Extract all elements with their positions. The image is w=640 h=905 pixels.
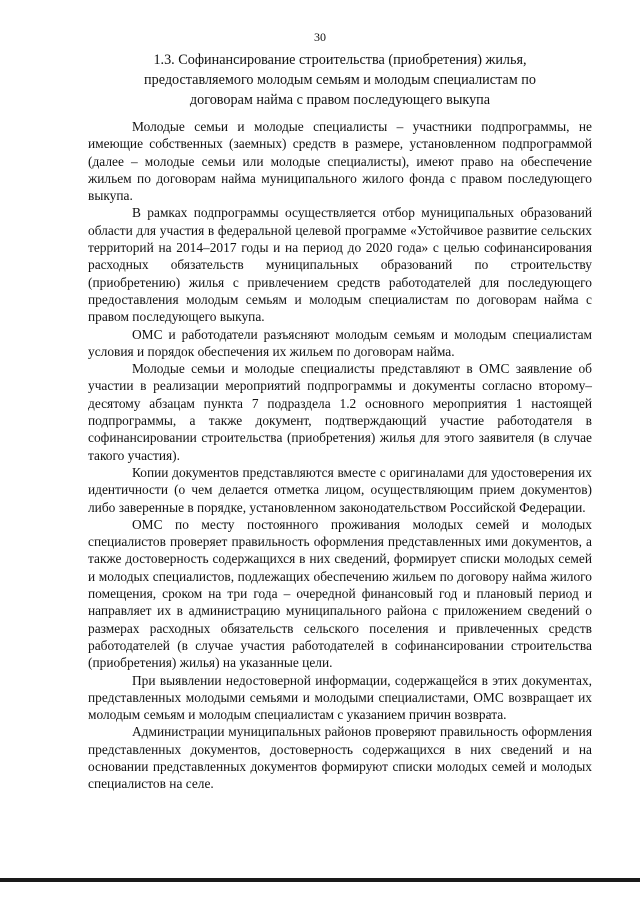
paragraph: ОМС по месту постоянного проживания молодых семей и молодых специалистов проверяет правильность оформления представленных ими документов, а также достоверность содержащихся в них сведений, формирует списки молодых семей и молодых специалистов, подлежащих обеспечению жильем по договору найма жилого помещения, сроком на три года – очередной финансовый год и плановый период и направляет их в администрацию муниципального района с приложением сведений о размерах расходных обязательств сельского поселения и привлеченных средств работодателей (в случае участия работодателей в софинансировании строительства (приобретения) жилья) на указанные цели.	[88, 516, 592, 671]
paragraph: В рамках подпрограммы осуществляется отбор муниципальных образований области для участия в федеральной целевой программе «Устойчивое развитие сельских территорий на 2014–2017 годы и на период до 2020 года» с целью софинансирования расходных обязательств муниципальных образований по строительству (приобретению) жилья с привлечением средств работодателей для последующего предоставления молодым семьям и молодым специалистам по договорам найма с правом последующего выкупа.	[88, 205, 592, 325]
page-bottom-rule	[0, 878, 640, 882]
page-number: 30	[314, 30, 326, 44]
paragraph: Молодые семьи и молодые специалисты представляют в ОМС заявление об участии в реализации мероприятий подпрограммы и документы согласно второму–десятому абзацам пункта 7 подраздела 1.2 основного мероприятия 1 настоящей подпрограммы, а также документ, подтверждающий участие работодателя в софинансировании строительства (приобретения) жилья для этого заявителя (в случае такого участия).	[88, 361, 592, 463]
paragraph: Администрации муниципальных районов проверяют правильность оформления представленных документов, достоверность содержащихся в них сведений и на основании представленных документов формируют списки молодых семей и молодых специалистов на селе.	[88, 724, 592, 792]
paragraph: Копии документов представляются вместе с оригиналами для удостоверения их идентичности (о чем делается отметка лицом, осуществляющим прием документов) либо заверенные в порядке, установленном законодательством Российской Федерации.	[88, 464, 592, 515]
paragraph: При выявлении недостоверной информации, содержащейся в этих документах, представленных молодыми семьями и молодыми специалистами, ОМС возвращает их молодым семьям и молодым специалистам с указанием причин возврата.	[88, 672, 592, 723]
section-heading: 1.3. Софинансирование строительства (приобретения) жилья, предоставляемого молодым семьям и молодым специалистам по договорам найма с правом последующего выкупа	[144, 52, 536, 108]
paragraph: Молодые семьи и молодые специалисты – участники подпрограммы, не имеющие собственных (заемных) средств в размере, установленном подпрограммой (далее – молодые семьи или молодые специалисты), имеют право на обеспечение жильем по договорам найма муниципального жилого фонда с правом последующего выкупа.	[88, 119, 592, 204]
document-body	[88, 118, 592, 793]
paragraph: ОМС и работодатели разъясняют молодым семьям и молодым специалистам условия и порядок обеспечения их жильем по договорам найма.	[88, 326, 592, 359]
